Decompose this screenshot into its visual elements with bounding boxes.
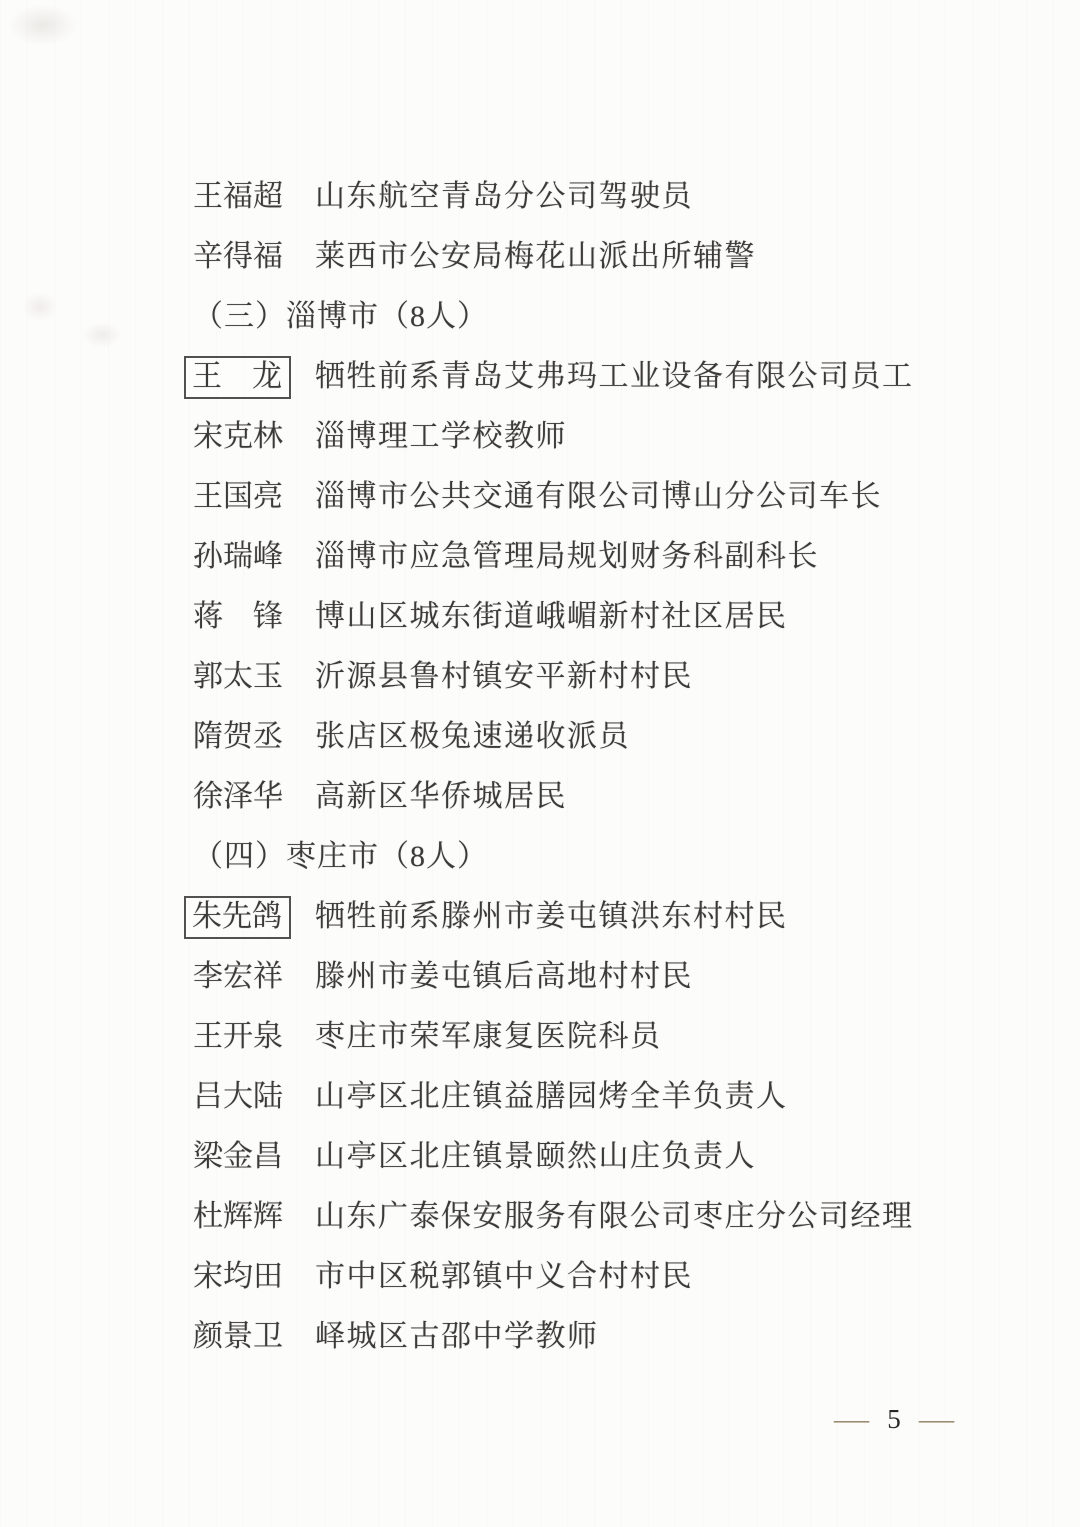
person-name: 徐泽华 [193, 780, 283, 813]
person-description: 淄博市应急管理局规划财务科副科长 [315, 540, 819, 573]
roster-list [193, 167, 1050, 1367]
person-description: 山东广泰保安服务有限公司枣庄分公司经理 [315, 1200, 914, 1233]
person-name-cell [193, 1322, 315, 1352]
person-description: 莱西市公安局梅花山派出所辅警 [315, 240, 756, 273]
person-name-cell [193, 1022, 315, 1052]
roster-row [193, 227, 1050, 287]
person-name: 王开泉 [193, 1020, 283, 1053]
person-name-cell [193, 782, 315, 812]
person-name: 杜辉辉 [193, 1200, 283, 1233]
person-name-cell [193, 1142, 315, 1172]
roster-row [193, 647, 1050, 707]
person-description: 沂源县鲁村镇安平新村村民 [315, 660, 693, 693]
person-name-cell [193, 896, 315, 939]
page-number-dash-right: — [918, 1404, 955, 1434]
roster-row [193, 467, 1050, 527]
person-name-cell [193, 1262, 315, 1292]
person-description: 山东航空青岛分公司驾驶员 [315, 180, 693, 213]
person-description: 牺牲前系滕州市姜屯镇洪东村村民 [315, 900, 788, 933]
person-name: 隋贺丞 [193, 720, 283, 753]
person-name-cell [193, 542, 315, 572]
person-name-cell [193, 662, 315, 692]
person-name-cell [193, 242, 315, 272]
roster-row [193, 1067, 1050, 1127]
person-name-cell [193, 482, 315, 512]
person-description: 牺牲前系青岛艾弗玛工业设备有限公司员工 [315, 360, 914, 393]
person-description: 博山区城东街道峨嵋新村社区居民 [315, 600, 788, 633]
roster-row [193, 1127, 1050, 1187]
roster-row [193, 887, 1050, 947]
person-name: 王国亮 [193, 480, 283, 513]
person-name-cell [193, 422, 315, 452]
person-description: 峄城区古邵中学教师 [315, 1320, 599, 1353]
person-name: 辛得福 [193, 240, 283, 273]
roster-row [193, 1187, 1050, 1247]
person-name-cell [193, 182, 315, 212]
section-heading-row [193, 827, 1050, 887]
person-description: 淄博理工学校教师 [315, 420, 567, 453]
roster-row [193, 947, 1050, 1007]
person-name: 宋均田 [193, 1260, 283, 1293]
person-description: 滕州市姜屯镇后高地村村民 [315, 960, 693, 993]
roster-row [193, 707, 1050, 767]
roster-row [193, 167, 1050, 227]
person-description: 高新区华侨城居民 [315, 780, 567, 813]
person-name: 孙瑞峰 [193, 540, 283, 573]
scan-smudge [22, 292, 58, 322]
page-number-dash-left: — [833, 1404, 870, 1434]
scan-smudge [8, 4, 78, 46]
person-name-cell [193, 356, 315, 399]
section-heading-row [193, 287, 1050, 347]
person-name: 朱先鸽 [184, 896, 291, 939]
roster-row [193, 347, 1050, 407]
roster-row [193, 527, 1050, 587]
person-name: 王福超 [193, 180, 283, 213]
roster-row [193, 1007, 1050, 1067]
person-description: 枣庄市荣军康复医院科员 [315, 1020, 662, 1053]
person-name-cell [193, 722, 315, 752]
page-number [833, 1404, 955, 1434]
person-name-cell [193, 1082, 315, 1112]
roster-row [193, 1247, 1050, 1307]
person-description: 市中区税郭镇中义合村村民 [315, 1260, 693, 1293]
person-name: 吕大陆 [193, 1080, 283, 1113]
person-description: 山亭区北庄镇景颐然山庄负责人 [315, 1140, 756, 1173]
person-name: 蒋 锋 [193, 600, 283, 633]
person-description: 淄博市公共交通有限公司博山分公司车长 [315, 480, 882, 513]
person-name: 宋克林 [193, 420, 283, 453]
page-number-value: 5 [887, 1404, 901, 1434]
person-name: 梁金昌 [193, 1140, 283, 1173]
roster-row [193, 1307, 1050, 1367]
scan-smudge [82, 322, 122, 348]
roster-row [193, 587, 1050, 647]
roster-row [193, 767, 1050, 827]
person-name: 李宏祥 [193, 960, 283, 993]
person-description: 张店区极兔速递收派员 [315, 720, 630, 753]
person-name: 郭太玉 [193, 660, 283, 693]
person-name-cell [193, 602, 315, 632]
section-heading: （四）枣庄市（8人） [193, 840, 488, 873]
section-heading: （三）淄博市（8人） [193, 300, 488, 333]
person-name: 颜景卫 [193, 1320, 283, 1353]
person-name-cell [193, 962, 315, 992]
person-name: 王 龙 [184, 356, 291, 399]
person-name-cell [193, 1202, 315, 1232]
roster-row [193, 407, 1050, 467]
person-description: 山亭区北庄镇益膳园烤全羊负责人 [315, 1080, 788, 1113]
